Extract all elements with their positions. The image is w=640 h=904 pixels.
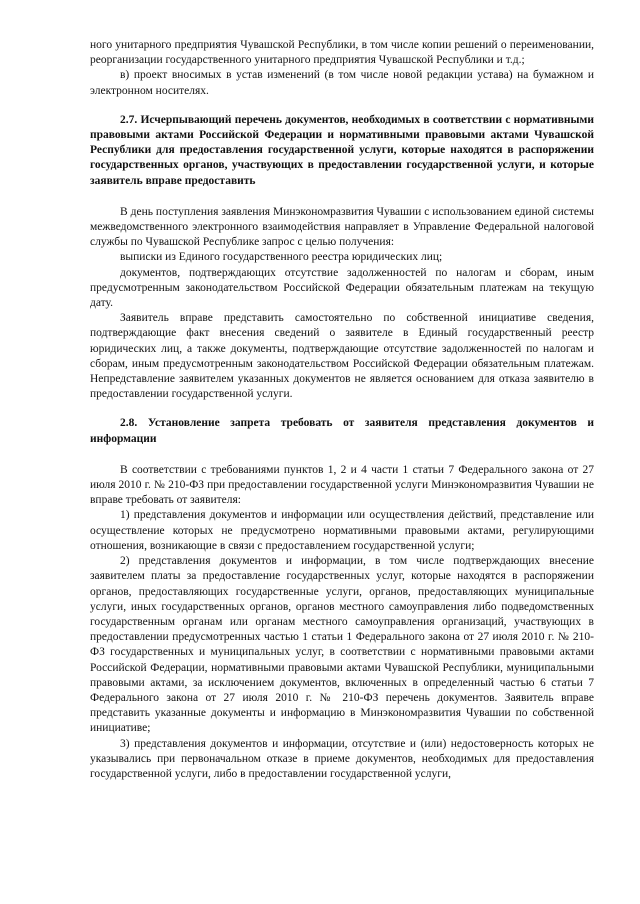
body-paragraph: ного унитарного предприятия Чувашской Республики, в том числе копии решений о переименовании, реорганизации государственного унитарного предприятия Чувашской Республики и т.д.;	[90, 39, 594, 67]
body-paragraph: в) проект вносимых в устав изменений (в том числе новой редакции устава) на бумажном и электронном носителях.	[90, 69, 594, 97]
body-paragraph: 1) представления документов и информации или осуществления действий, представление или осуществление которых не предусмотрено нормативными правовыми актами, регулирующими отношения, возникающие в связи с предоставлением государственной услуги;	[90, 509, 594, 552]
body-paragraph: документов, подтверждающих отсутствие задолженностей по налогам и сборам, иным предусмотренным законодательством Российской Федерации обязательным платежам на текущую дату.	[90, 266, 594, 310]
body-paragraph: 3) представления документов и информации, отсутствие и (или) недостоверность которых не указывались при первоначальном отказе в приеме документов, необходимых для предоставления государственной услуги, либо в предоставлении государственной услуги,	[90, 737, 594, 780]
body-paragraph: В день поступления заявления Минэкономразвития Чувашии с использованием единой системы межведомственного электронного взаимодействия направляет в Управление Федеральной налоговой службы по Чувашской Республике запрос с целью получения:	[90, 205, 594, 249]
section-heading-2-8: 2.8. Установление запрета требовать от заявителя представления документов и информации	[90, 417, 594, 445]
body-paragraph: В соответствии с требованиями пунктов 1, 2 и 4 части 1 статьи 7 Федерального закона от 27 июля 2010 г. № 210-ФЗ при предоставлении государственной услуги Минэкономразвития Чувашии не вправе требовать от заявителя:	[90, 463, 594, 507]
section-heading-2-7: 2.7. Исчерпывающий перечень документов, необходимых в соответствии с нормативными правовыми актами Российской Федерации и нормативными правовыми актами Чувашской Республики для предоставления государственной услуги, которые находятся в распоряжении государственных органов, участвующих в предоставлении государственной услуги, и которые заявитель вправе предоставить	[90, 113, 594, 187]
body-paragraph: выписки из Единого государственного реестра юридических лиц;	[120, 251, 443, 264]
body-paragraph: Заявитель вправе представить самостоятельно по собственной инициативе сведения, подтверждающие факт внесения сведений о заявителе в Единый государственный реестр юридических лиц, а также документы, подтверждающие отсутствие задолженностей по налогам и сборам, иным предусмотренным законодательством Российской Федерации обязательным платежам. Непредставление заявителем указанных документов не является основанием для отказа заявителю в предоставлении государственной услуги.	[90, 312, 594, 401]
body-paragraph: 2) представления документов и информации, в том числе подтверждающих внесение заявителем платы за предоставление государственных услуг, которые находятся в распоряжении органов, предоставляющих государственные услуги, органов, предоставляющих муниципальные услуги, иных государственных органов, органов местного самоуправления либо подведомственных государственным органам или органам местного самоуправления организаций, участвующих в предоставлении предусмотренных частью 1 статьи 1 Федерального закона от 27 июля 2010 г. № 210-ФЗ государственных и муниципальных услуг, в соответствии с нормативными правовыми актами Российской Федерации, нормативными правовыми актами Чувашской Республики, муниципальными правовыми актами, за исключением документов, включенных в определенный частью 6 статьи 7 Федерального закона от 27 июля 2010 г. № 210-ФЗ перечень документов. Заявитель вправе представить указанные документы и информацию в Минэкономразвития Чувашии по собственной инициативе;	[90, 555, 594, 735]
